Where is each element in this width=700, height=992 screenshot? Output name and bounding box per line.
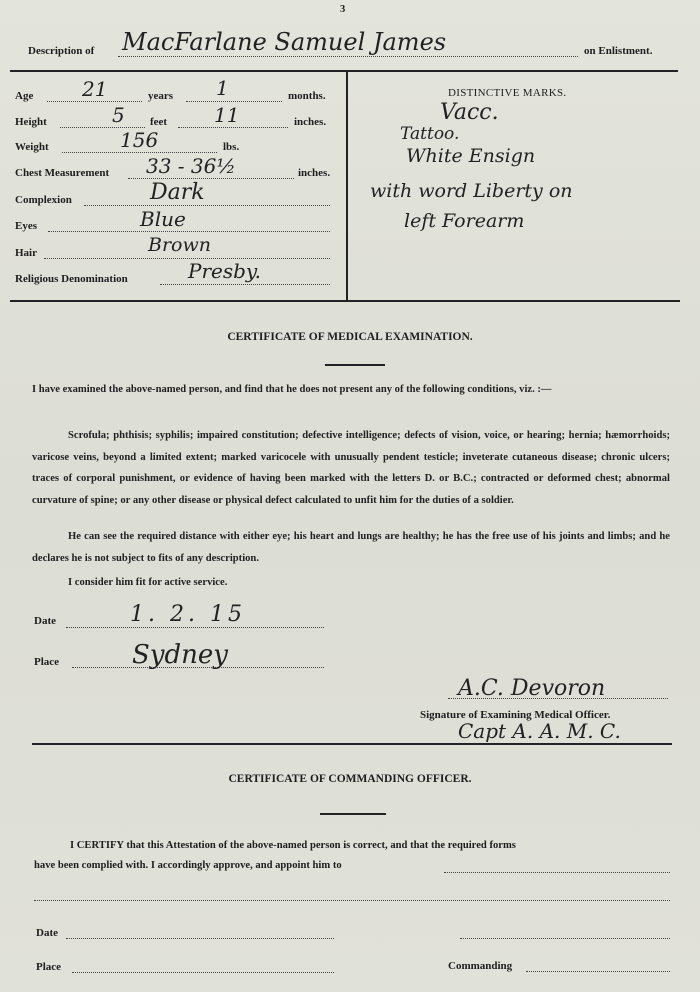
commanding-date-label: Date bbox=[36, 927, 58, 939]
signature-label: Signature of Examining Medical Officer. bbox=[420, 709, 611, 721]
box-bottom-rule bbox=[10, 300, 680, 302]
marks-line-3: White Ensign bbox=[406, 145, 536, 167]
hair-dots bbox=[44, 258, 330, 259]
commanding-text-line-2: have been complied with. I accordingly approve, and appoint him to bbox=[34, 860, 342, 871]
medical-title-rule bbox=[325, 364, 385, 366]
age-months-value: 1 bbox=[216, 76, 229, 100]
medical-health-text bbox=[32, 526, 670, 569]
complexion-dots bbox=[84, 205, 330, 206]
age-months-dots bbox=[186, 101, 282, 102]
height-label: Height bbox=[15, 116, 47, 128]
medical-conditions-text bbox=[32, 425, 670, 511]
appoint-dots-2 bbox=[34, 900, 670, 901]
page-number: 3 bbox=[340, 4, 346, 15]
medical-officer-rank: Capt A. A. M. C. bbox=[458, 719, 621, 743]
hair-label: Hair bbox=[15, 247, 37, 259]
enlistee-name: MacFarlane Samuel James bbox=[122, 28, 447, 56]
height-inches-value: 11 bbox=[214, 103, 240, 127]
medical-intro: I have examined the above-named person, and find that he does not present any of the following conditions, viz. :— bbox=[32, 384, 552, 395]
commanding-sign-dots bbox=[460, 938, 670, 939]
on-enlistment-label: on Enlistment. bbox=[584, 45, 653, 57]
years-label: years bbox=[148, 90, 174, 102]
medical-intro-text bbox=[32, 379, 670, 401]
commanding-label: Commanding bbox=[448, 960, 513, 972]
chest-dots bbox=[128, 178, 294, 179]
commanding-place-dots bbox=[72, 972, 334, 973]
distinctive-marks-heading: DISTINCTIVE MARKS. bbox=[448, 87, 567, 99]
commanding-place-label: Place bbox=[36, 961, 62, 973]
age-years-dots bbox=[47, 101, 142, 102]
religion-dots bbox=[160, 284, 330, 285]
height-feet-value: 5 bbox=[112, 103, 125, 127]
months-label: months. bbox=[288, 90, 326, 102]
chest-unit-label: inches. bbox=[298, 167, 331, 179]
age-years-value: 21 bbox=[82, 77, 108, 101]
marks-line-1: Vacc. bbox=[440, 100, 499, 125]
height-inches-dots bbox=[178, 127, 288, 128]
signature-dots bbox=[448, 698, 668, 699]
inches-label: inches. bbox=[294, 116, 327, 128]
medical-fit-text bbox=[68, 572, 468, 594]
chest-value: 33 - 36½ bbox=[146, 154, 236, 178]
medical-date-dots bbox=[66, 627, 324, 628]
medical-officer-signature: A.C. Devoron bbox=[458, 676, 606, 701]
eyes-dots bbox=[48, 231, 330, 232]
appoint-dots-1 bbox=[444, 872, 670, 873]
complexion-label: Complexion bbox=[15, 194, 72, 206]
marks-line-5: left Forearm bbox=[404, 210, 525, 232]
box-top-rule bbox=[10, 70, 678, 72]
medical-date-value: 1. 2. 15 bbox=[130, 602, 246, 627]
religion-label: Religious Denomination bbox=[15, 273, 128, 285]
eyes-value: Blue bbox=[140, 207, 186, 231]
name-dotted-line bbox=[118, 56, 578, 57]
commanding-certificate-title: CERTIFICATE OF COMMANDING OFFICER. bbox=[228, 773, 472, 785]
age-label: Age bbox=[15, 90, 34, 102]
commanding-dots bbox=[526, 971, 670, 972]
section-divider-rule bbox=[32, 743, 672, 745]
weight-label: Weight bbox=[15, 141, 49, 153]
description-label: Description of bbox=[28, 45, 95, 57]
medical-date-label: Date bbox=[34, 615, 56, 627]
complexion-value: Dark bbox=[150, 180, 205, 205]
medical-place-label: Place bbox=[34, 656, 60, 668]
hair-value: Brown bbox=[148, 234, 211, 256]
marks-line-2: Tattoo. bbox=[400, 124, 460, 144]
chest-label: Chest Measurement bbox=[15, 167, 110, 179]
medical-health: He can see the required distance with either eye; his heart and lungs are healthy; he has the free use of his joints and limbs; and he declares he is not subject to fits of any description. bbox=[32, 531, 670, 564]
feet-label: feet bbox=[150, 116, 168, 128]
weight-dots bbox=[62, 152, 217, 153]
medical-certificate-title: CERTIFICATE OF MEDICAL EXAMINATION. bbox=[227, 331, 473, 343]
commanding-date-dots bbox=[66, 938, 334, 939]
marks-line-4: with word Liberty on bbox=[370, 180, 573, 202]
eyes-label: Eyes bbox=[15, 220, 37, 232]
lbs-label: lbs. bbox=[223, 141, 240, 153]
weight-value: 156 bbox=[120, 128, 159, 152]
box-divider bbox=[346, 72, 348, 300]
medical-conditions: Scrofula; phthisis; syphilis; impaired constitution; defective intelligence; defects of vision, voice, or hearing; hernia; hæmorrhoids; varicose veins, beyond a limited extent; marked varicocele with unusually pendent testicle; inveterate cutaneous disease; chronic ulcers; traces of corporal punishment, or evidence of having been marked with the letters D. or B.C.; contracted or deformed chest; abnormal curvature of spine; or any other disease or physical defect calculated to unfit him for the duties of a soldier. bbox=[32, 430, 670, 506]
medical-fit: I consider him fit for active service. bbox=[68, 577, 228, 588]
commanding-title-rule bbox=[320, 813, 386, 815]
medical-place-value: Sydney bbox=[132, 640, 228, 670]
commanding-text-line-1: I CERTIFY that this Attestation of the above-named person is correct, and that the required forms bbox=[70, 840, 516, 851]
religion-value: Presby. bbox=[188, 259, 261, 283]
